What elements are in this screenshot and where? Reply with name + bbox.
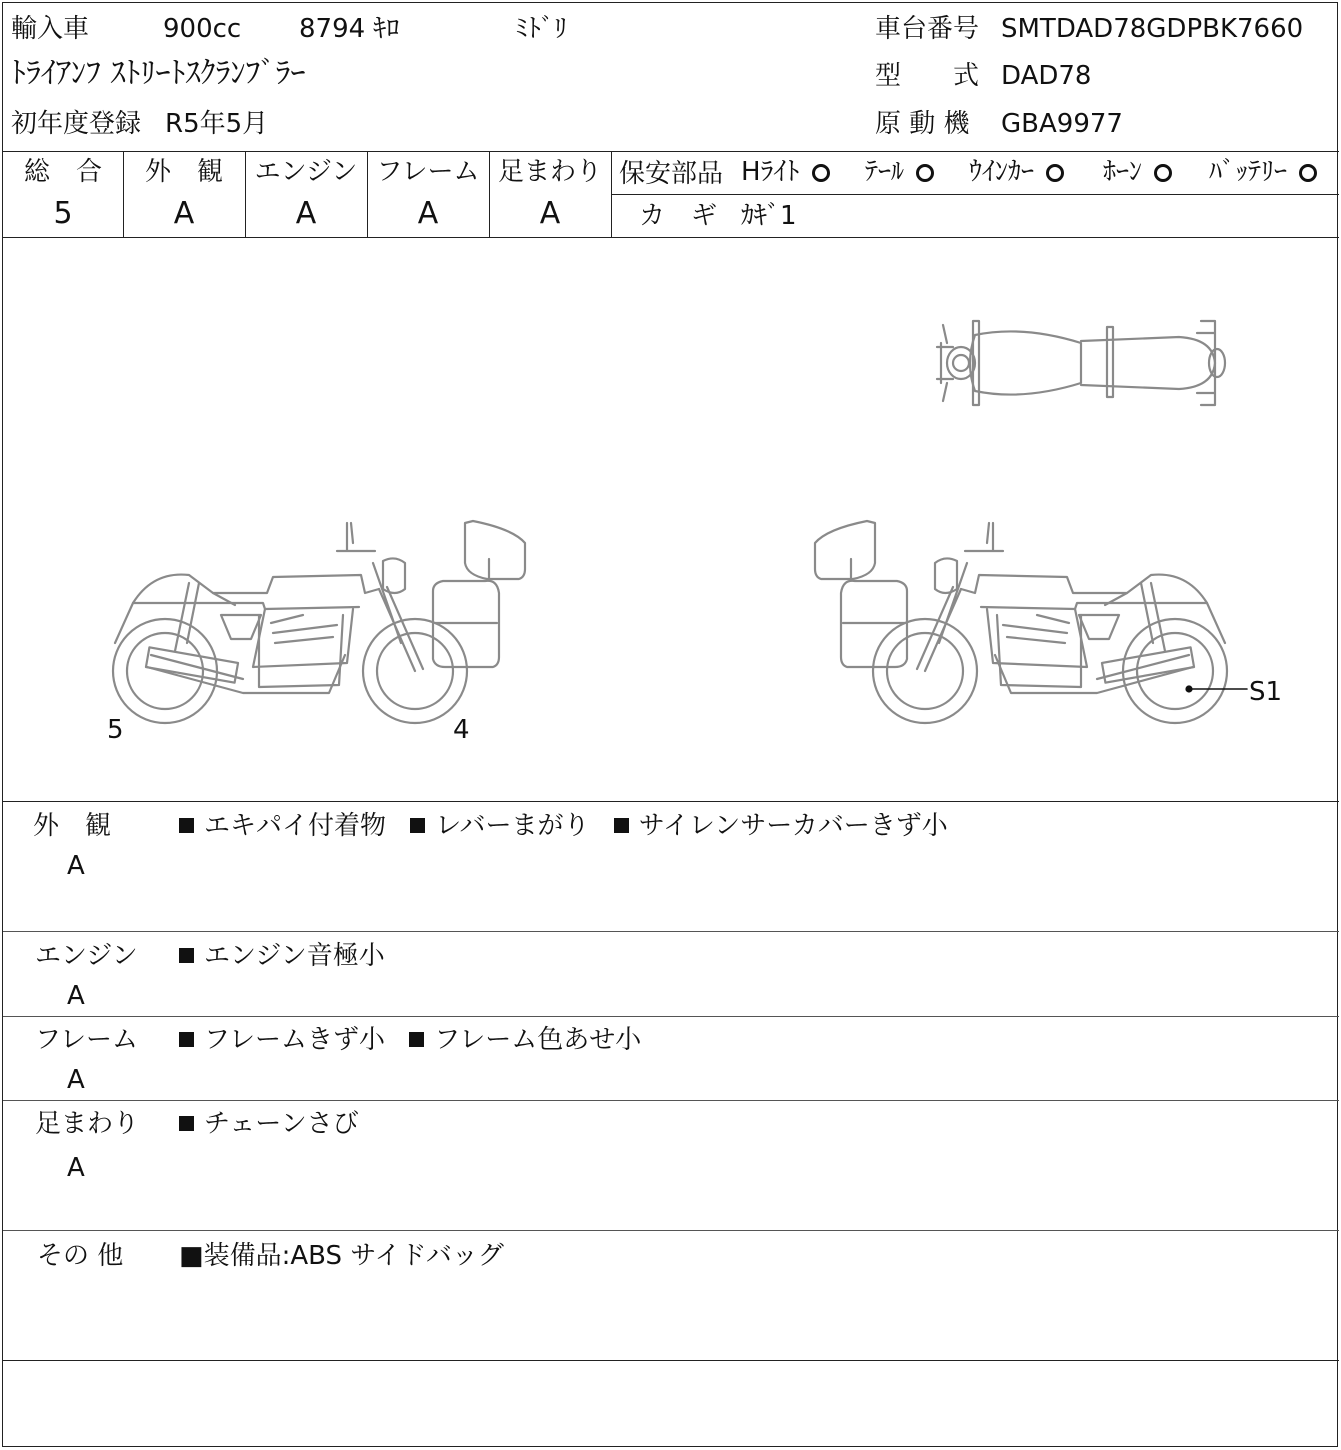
divider (3, 1016, 1339, 1017)
remark: チェーンさび (204, 1109, 359, 1139)
ok-circle-icon (1299, 164, 1317, 182)
displacement: 900cc (163, 14, 242, 44)
import-label: 輸入車 (11, 14, 90, 44)
mileage: 8794 ｷﾛ (299, 14, 400, 44)
engine-model-value: GBA9977 (1001, 109, 1123, 139)
divider (611, 194, 1339, 195)
grade-value-engine: A (295, 196, 317, 231)
bullet-square-icon (410, 818, 425, 833)
bullet-square-icon (409, 1032, 424, 1047)
section-label-engine: エンジン (35, 941, 138, 971)
section-items-engine (179, 943, 385, 969)
bike-top-view (937, 321, 1225, 405)
bullet-square-icon (179, 1032, 194, 1047)
ok-circle-icon (1046, 164, 1064, 182)
bike-left-view (113, 521, 525, 723)
section-grade-frame: A (67, 1065, 85, 1095)
safety-item-name: ﾎｰﾝ (1103, 157, 1143, 187)
safety-item-name: ﾊﾞｯﾃﾘｰ (1209, 157, 1288, 187)
diagram-mark: 4 (453, 715, 470, 745)
grade-label-frame: フレーム (376, 157, 480, 187)
safety-item-headlight (741, 159, 830, 185)
grade-value-exterior: A (173, 196, 195, 231)
divider (3, 1100, 1339, 1101)
motorcycle-diagram (3, 237, 1339, 803)
frame-number-label: 車台番号 (875, 14, 980, 44)
remark: サイレンサーカバーきず小 (638, 811, 948, 841)
ok-circle-icon (812, 164, 830, 182)
bullet-square-icon (179, 948, 194, 963)
ok-circle-icon (1154, 164, 1172, 182)
divider (3, 931, 1339, 932)
divider (3, 151, 1339, 152)
grade-value-suspension: A (539, 196, 561, 231)
bike-right-view (815, 521, 1247, 723)
section-label-other: その 他 (37, 1241, 124, 1271)
grade-label-overall: 総 合 (23, 157, 102, 187)
section-grade-suspension: A (67, 1153, 85, 1183)
divider (3, 1230, 1339, 1231)
section-note-other: ■装備品:ABS サイドバッグ (179, 1241, 504, 1271)
remark: レバーまがり (435, 811, 590, 841)
safety-item-winker (969, 159, 1064, 185)
section-label-frame: フレーム (35, 1025, 138, 1055)
safety-item-name: ﾃｰﾙ (865, 157, 905, 187)
section-items-frame (179, 1027, 641, 1053)
ok-circle-icon (916, 164, 934, 182)
safety-item-battery (1209, 159, 1317, 185)
safety-item-name: Hﾗｲﾄ (741, 157, 800, 187)
section-label-suspension: 足まわり (35, 1109, 140, 1139)
safety-item-horn (1103, 159, 1172, 185)
bullet-square-icon (179, 818, 194, 833)
key-label: カ ギ (639, 201, 718, 231)
section-items-suspension (179, 1111, 359, 1137)
bullet-square-icon (179, 1116, 194, 1131)
engine-model-label: 原 動 機 (875, 109, 970, 139)
type-label: 型 式 (875, 61, 980, 91)
section-items-exterior (179, 813, 948, 839)
key-value: ｶｷﾞ1 (741, 201, 797, 231)
type-value: DAD78 (1001, 61, 1092, 91)
remark: エキパイ付着物 (204, 811, 387, 841)
section-grade-engine: A (67, 981, 85, 1011)
grade-label-engine: エンジン (254, 157, 358, 187)
safety-parts-label: 保安部品 (619, 159, 724, 189)
grade-label-exterior: 外 観 (144, 157, 223, 187)
remark: エンジン音極小 (204, 941, 385, 971)
grade-label-suspension: 足まわり (497, 157, 602, 187)
frame-number-value: SMTDAD78GDPBK7660 (1001, 14, 1304, 44)
divider (3, 801, 1339, 802)
grade-value-frame: A (417, 196, 439, 231)
grade-value-overall: 5 (53, 196, 73, 231)
color: ﾐﾄﾞﾘ (515, 14, 568, 44)
divider (3, 1360, 1339, 1361)
first-registration-label: 初年度登録 (11, 109, 142, 139)
safety-item-tail (865, 159, 934, 185)
diagram-mark: 5 (107, 715, 124, 745)
first-registration-value: R5年5月 (165, 109, 269, 139)
section-label-exterior: 外 観 (33, 811, 112, 841)
remark: フレーム色あせ小 (434, 1025, 642, 1055)
section-grade-exterior: A (67, 851, 85, 881)
inspection-sheet (2, 2, 1338, 1447)
bullet-square-icon (614, 818, 629, 833)
remark: フレームきず小 (204, 1025, 385, 1055)
safety-item-name: ｳｲﾝｶｰ (969, 157, 1035, 187)
diagram-mark: S1 (1249, 677, 1283, 707)
model-name: ﾄﾗｲｱﾝﾌ ｽﾄﾘｰﾄｽｸﾗﾝﾌﾞﾗｰ (11, 56, 306, 91)
